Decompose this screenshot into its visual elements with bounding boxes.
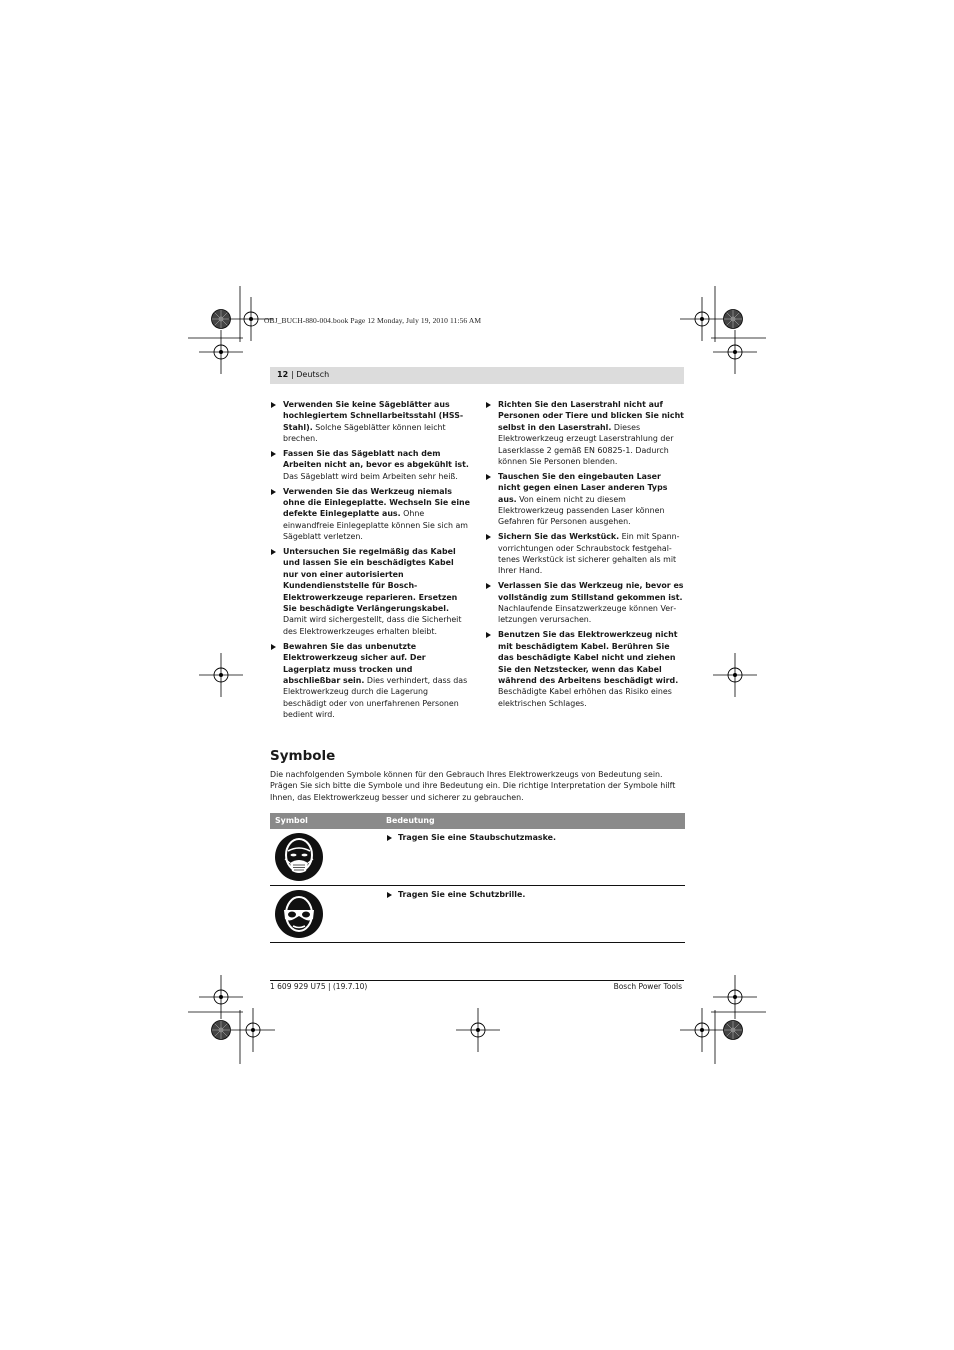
item-text: Beschädigte Kabel erhöhen das Risiko eines elektrischen Schlages. (498, 687, 672, 708)
page-header (270, 367, 684, 384)
symbol-meaning (386, 833, 556, 842)
item-bold-text: Verwenden Sie keine Sägeblätter aus hochlegiertem Schnellarbeitsstahl (HSS-Stahl). (283, 400, 464, 432)
list-item (485, 629, 685, 709)
page-number: 12 (277, 370, 289, 379)
footer-brand: Bosch Power Tools (613, 982, 682, 991)
item-bold-text: Richten Sie den Laserstrahl nicht auf Personen oder Tiere und blicken Sie nicht selbst in den Laserstrahl. (498, 400, 684, 432)
meaning-text: Tragen Sie eine Staubschutzmaske. (398, 833, 557, 842)
item-bold-text: Fassen Sie das Sägeblatt nach dem Arbeiten nicht an, bevor es abgekühlt ist. (283, 449, 469, 470)
list-item (270, 546, 470, 637)
list-item (270, 641, 470, 721)
item-bold-text: Verwenden Sie das Werkzeug niemals ohne die Einlegeplatte. Wechseln Sie eine defekte Einlegeplatte aus. (283, 486, 470, 519)
list-item (485, 471, 685, 528)
table-header (270, 813, 685, 829)
section-title: Symbole (270, 748, 336, 764)
list-item (485, 531, 685, 577)
header-meaning: Bedeutung (386, 816, 435, 825)
list-item (485, 399, 685, 467)
bullet-triangle-icon (387, 892, 392, 898)
list-item (270, 448, 470, 482)
item-text: Dies verhindert, dass das Elektrowerkzeug durch die Lagerung beschädigt oder von unerfahrenen Personen bedient wird. (283, 675, 468, 720)
item-text: Damit wird sichergestellt, dass die Sicherheit des Elektrowerkzeuges erhalten bleibt. (283, 615, 462, 636)
section-intro: Die nachfolgenden Symbole können für den Gebrauch Ihres Elektrowerkzeugs von Bedeutung sein. Prägen Sie sich bitte die Symbole und ihre Bedeutung ein. Die richtige Interpretation der Symbole hilft Ihnen, das Elektrowerkzeug besser und sicherer zu gebrauchen. (270, 770, 676, 802)
item-text: Ein mit Spannvorrichtungen oder Schraubstock festgehaltenes Werkstück ist sicherer gehalten als mit Ihrer Hand. (498, 532, 680, 576)
dust-mask-icon (275, 833, 323, 881)
header-symbol: Symbol (275, 816, 308, 825)
list-item (485, 580, 685, 626)
item-bold-text: Untersuchen Sie regelmäßig das Kabel und lassen Sie ein beschädigtes Kabel nur von einer autorisierten Kundendienststelle für Bosch-Elektrowerkzeuge reparieren. Ersetzen Sie beschädigte Verlängerungskabel. (283, 547, 458, 614)
bullet-triangle-icon (486, 534, 491, 540)
footer-rule (270, 980, 684, 981)
left-column (270, 399, 470, 724)
bullet-triangle-icon (486, 474, 491, 480)
right-column (485, 399, 685, 713)
safety-goggles-icon (275, 890, 323, 938)
bullet-triangle-icon (271, 489, 276, 495)
symbols-table (270, 813, 685, 943)
bullet-triangle-icon (271, 644, 276, 650)
bullet-triangle-icon (271, 451, 276, 457)
item-text: Das Sägeblatt wird beim Arbeiten sehr heiß. (283, 471, 458, 481)
list-item (270, 399, 470, 445)
item-bold-text: Verlassen Sie das Werkzeug nie, bevor es vollständig zum Stillstand gekommen ist. (498, 581, 684, 602)
item-text: Von einem nicht zu diesem Elektrowerkzeug passenden Laser können Gefahren für Personen ausgehen. (498, 494, 665, 527)
book-info-line: OBJ_BUCH-880-004.book Page 12 Monday, July 19, 2010 11:56 AM (264, 316, 482, 325)
bullet-triangle-icon (486, 632, 491, 638)
item-bold-text: Sichern Sie das Werkstück. (498, 532, 620, 542)
bullet-triangle-icon (271, 549, 276, 555)
meaning-text: Tragen Sie eine Schutzbrille. (398, 890, 526, 899)
item-text: Solche Sägeblätter können leicht brechen. (283, 422, 446, 444)
item-bold-text: Bewahren Sie das unbenutzte Elektrowerkzeug sicher auf. Der Lagerplatz muss trocken und abschließbar sein. (283, 641, 426, 685)
item-text: Ohne einwandfreie Einlegeplatte können Sie sich am Sägeblatt verletzen. (283, 509, 468, 542)
table-row (270, 829, 685, 886)
item-bold-text: Benutzen Sie das Elektrowerkzeug nicht mit beschädigtem Kabel. Berühren Sie das beschädigte Kabel nicht und ziehen Sie den Netzstecker, wenn das Kabel während des Arbeitens beschädigt wird. (498, 630, 679, 685)
bullet-triangle-icon (271, 402, 276, 408)
list-item (270, 486, 470, 543)
item-text: Dieses Elektrowerkzeug erzeugt Laserstrahlung der Laserklasse 2 gemäß EN 60825-1. Dadurch können Sie Personen blenden. (498, 422, 674, 467)
table-row (270, 886, 685, 943)
item-text: Nachlaufende Einsatzwerkzeuge können Verletzungen verursachen. (498, 604, 677, 625)
header-section: | Deutsch (291, 370, 330, 379)
bullet-triangle-icon (387, 835, 392, 841)
item-bold-text: Tauschen Sie den eingebauten Laser nicht gegen einen Laser anderen Typs aus. (498, 471, 668, 504)
footer-document-number: 1 609 929 U75 | (19.7.10) (270, 982, 368, 991)
bullet-triangle-icon (486, 402, 491, 408)
bullet-triangle-icon (486, 583, 491, 589)
symbol-meaning (386, 890, 525, 899)
